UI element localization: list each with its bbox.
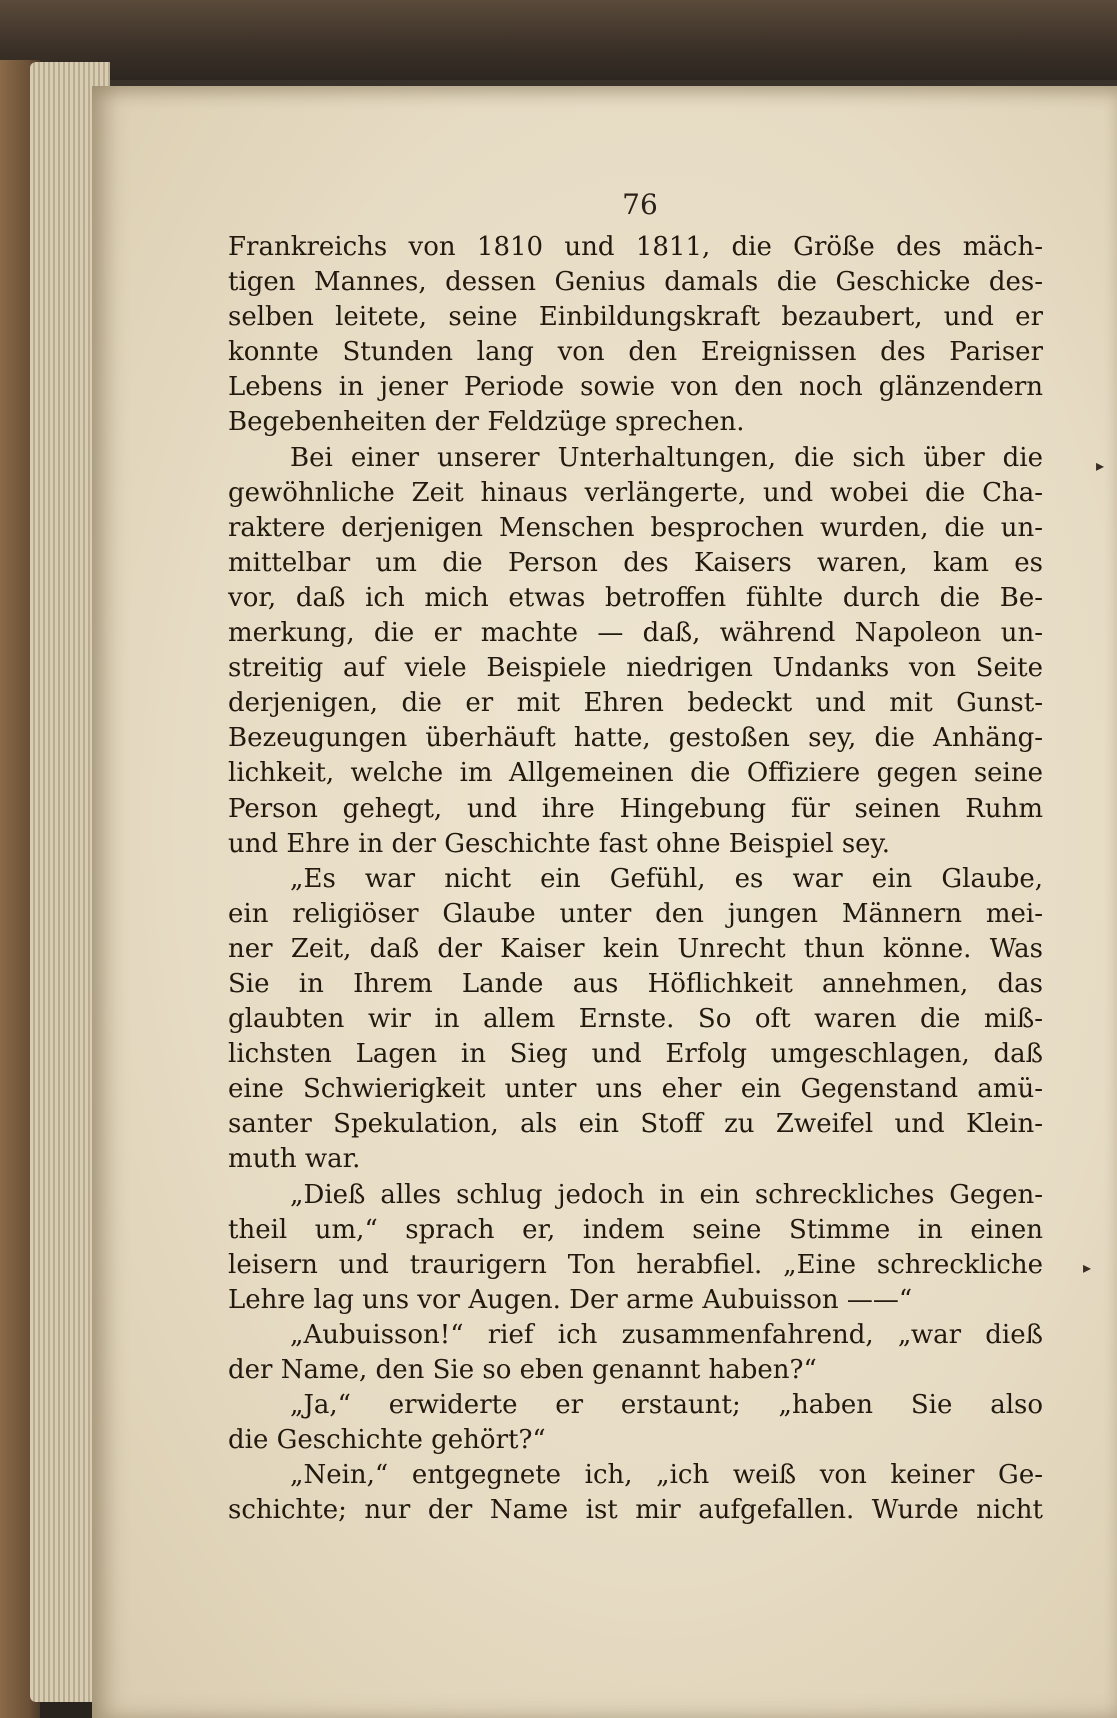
text-line: lichkeit, welche im Allgemeinen die Offiziere gegen seine	[228, 758, 1043, 789]
text-line: selben leitete, seine Einbildungskraft bezaubert, und er	[228, 302, 1043, 333]
margin-arrow-icon: ▸	[1083, 1258, 1092, 1277]
text-line: „Ja,“ erwiderte er erstaunt; „haben Sie also	[290, 1390, 1043, 1421]
text-line: Begebenheiten der Feldzüge sprechen.	[228, 407, 745, 438]
text-line: muth war.	[228, 1144, 361, 1175]
text-line: Lehre lag uns vor Augen. Der arme Aubuisson ——“	[228, 1284, 913, 1315]
text-line: lichsten Lagen in Sieg und Erfolg umgeschlagen, daß	[228, 1039, 1043, 1070]
text-line: Bezeugungen überhäuft hatte, gestoßen sey, die Anhäng-	[228, 723, 1043, 754]
text-line: mittelbar um die Person des Kaisers waren, kam es	[228, 547, 1043, 578]
text-line: konnte Stunden lang von den Ereignissen des Pariser	[228, 337, 1043, 368]
page-body-text	[228, 230, 1043, 1528]
text-line: tigen Mannes, dessen Genius damals die Geschicke des-	[228, 267, 1043, 298]
text-line: vor, daß ich mich etwas betroffen fühlte durch die Be-	[228, 582, 1043, 613]
text-line: „Aubuisson!“ rief ich zusammenfahrend, „war dieß	[290, 1319, 1043, 1350]
book-cover-top	[0, 0, 1117, 80]
text-line: Sie in Ihrem Lande aus Höflichkeit annehmen, das	[228, 968, 1043, 999]
text-line: Lebens in jener Periode sowie von den noch glänzendern	[228, 372, 1043, 403]
text-line: derjenigen, die er mit Ehren bedeckt und mit Gunst-	[228, 688, 1043, 719]
text-line: streitig auf viele Beispiele niedrigen Undanks von Seite	[228, 653, 1043, 684]
text-line: ner Zeit, daß der Kaiser kein Unrecht thun könne. Was	[228, 933, 1043, 964]
margin-mark-icon: ▸	[1096, 456, 1105, 475]
text-line: leisern und traurigern Ton herabfiel. „Eine schreckliche	[228, 1249, 1043, 1280]
text-line: ein religiöser Glaube unter den jungen Männern mei-	[228, 898, 1043, 929]
text-line: glaubten wir in allem Ernste. So oft waren die miß-	[228, 1004, 1043, 1035]
text-line: raktere derjenigen Menschen besprochen wurden, die un-	[228, 512, 1043, 543]
text-line: Frankreichs von 1810 und 1811, die Größe des mäch-	[228, 232, 1043, 262]
text-line: theil um,“ sprach er, indem seine Stimme in einen	[228, 1214, 1043, 1245]
text-line: gewöhnliche Zeit hinaus verlängerte, und wobei die Cha-	[228, 477, 1043, 508]
text-line: merkung, die er machte — daß, während Napoleon un-	[228, 618, 1043, 649]
text-line: Person gehegt, und ihre Hingebung für seinen Ruhm	[228, 793, 1043, 824]
text-line: „Dieß alles schlug jedoch in ein schreckliches Gegen-	[290, 1179, 1043, 1210]
text-line: Bei einer unserer Unterhaltungen, die sich über die	[290, 442, 1043, 473]
text-line: und Ehre in der Geschichte fast ohne Beispiel sey.	[228, 828, 891, 859]
text-line: „Nein,“ entgegnete ich, „ich weiß von keiner Ge-	[290, 1460, 1043, 1491]
text-line: „Es war nicht ein Gefühl, es war ein Glaube,	[290, 863, 1043, 894]
text-line: santer Spekulation, als ein Stoff zu Zweifel und Klein-	[228, 1109, 1043, 1140]
text-line: der Name, den Sie so eben genannt haben?“	[228, 1355, 817, 1385]
text-line: eine Schwierigkeit unter uns eher ein Gegenstand amü-	[228, 1074, 1043, 1105]
page-number: 76	[622, 188, 658, 221]
text-line: die Geschichte gehört?“	[228, 1425, 546, 1456]
text-line: schichte; nur der Name ist mir aufgefallen. Wurde nicht	[228, 1495, 1043, 1526]
